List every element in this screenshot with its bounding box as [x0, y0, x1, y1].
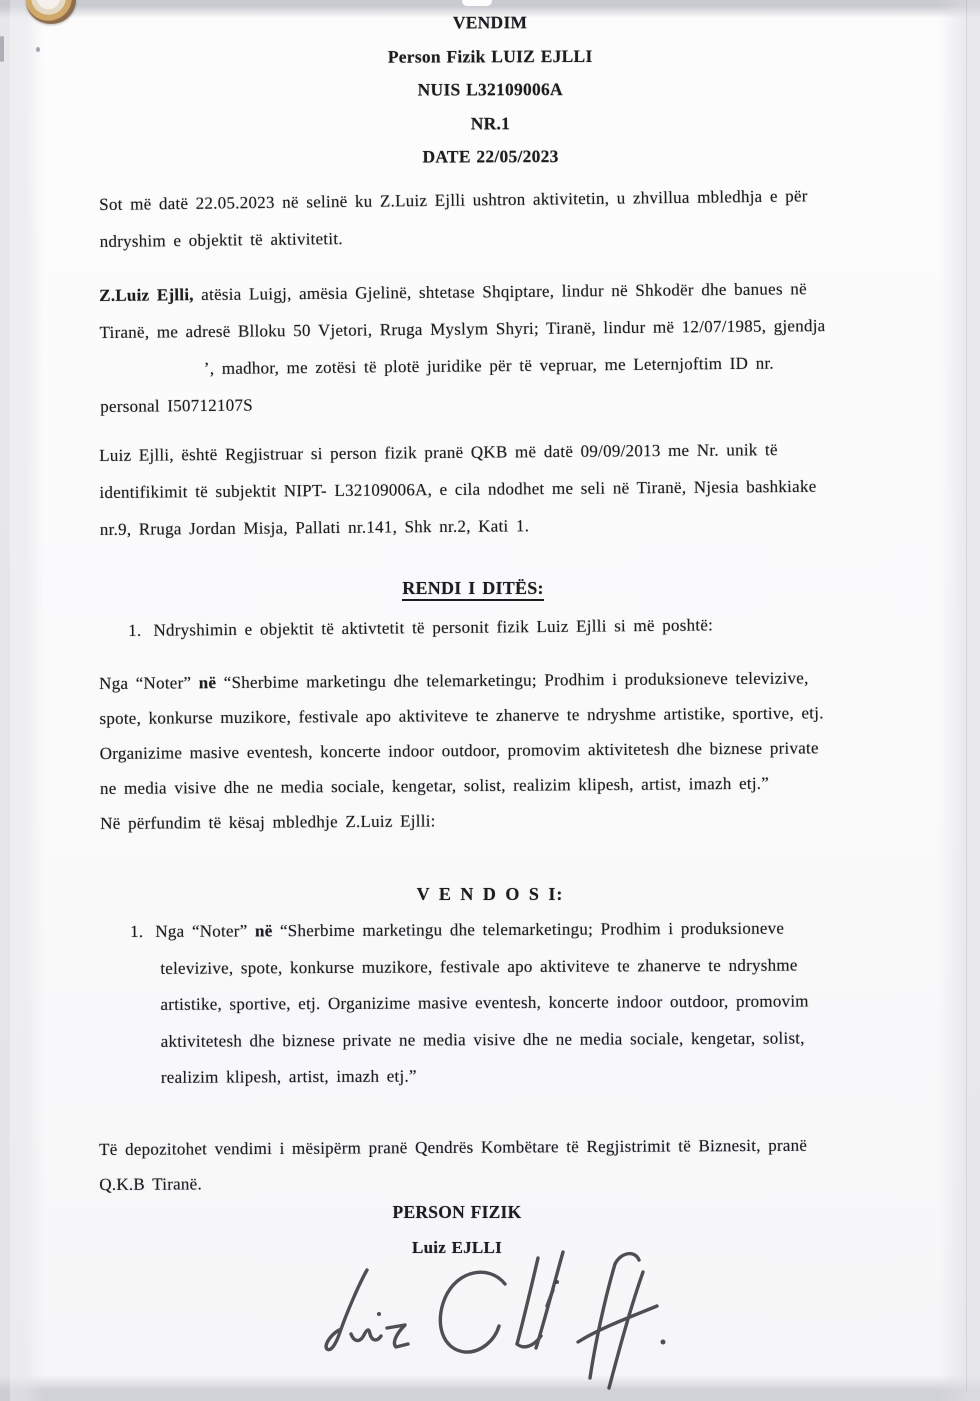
decision-line: artistike, sportive, etj. Organizime masive eventesh, koncerte indoor outdoor, promovim	[160, 991, 809, 1014]
person-line-redacted: ’, madhor, me zotësi të plotë juridike për të vepruar, me Leternjoftim ID nr.	[203, 353, 774, 378]
decision-line: televizive, spote, konkurse muzikore, festivale apo aktiviteve te zhanerve te ndryshme	[160, 955, 798, 978]
change-lead: Nga “Noter”	[99, 673, 199, 693]
registration-paragraph	[99, 431, 817, 548]
document-header	[1, 5, 980, 176]
registration-line: identifikimit të subjektit NIPT- L32109006A, e cila ndodhet me seli në Tiranë, Njesia bashkiake	[99, 476, 817, 502]
decision-heading: V E N D O S I:	[416, 884, 564, 904]
change-line: Organizime masive eventesh, koncerte indoor outdoor, promovim aktivitetesh dhe biznese private	[99, 738, 819, 763]
change-line: ne media visive dhe ne media sociale, kengetar, solist, realizim klipesh, artist, imazh etj.”	[99, 773, 770, 798]
decision-ne-bold: në	[254, 921, 273, 941]
person-line: Tiranë, me adresë Blloku 50 Vjetori, Rruga Myslym Shyri; Tiranë, lindur më 12/07/1985, gjendja	[99, 316, 826, 342]
agenda-item	[128, 610, 713, 646]
header-person: Person Fizik LUIZ EJLLI	[387, 45, 593, 67]
header-number: NR.1	[470, 112, 511, 133]
change-ne-bold: në	[198, 673, 217, 693]
decision-lead: Nga “Noter”	[155, 921, 256, 941]
change-closing-line: Në përfundim të kësaj mbledhje Z.Luiz Ejlli:	[100, 811, 436, 833]
deposit-line: Të depozitohet vendimi i mësipërm pranë Qendrës Kombëtare të Regjistrimit të Biznesit, pranë	[99, 1135, 808, 1159]
decision-line: aktivitetesh dhe biznese private ne media visive dhe ne media sociale, kengetar, solist,	[160, 1027, 805, 1051]
decision-line	[130, 910, 808, 950]
header-date: DATE 22/05/2023	[422, 146, 559, 167]
intro-paragraph	[99, 177, 808, 260]
person-line: personal I50712107S	[100, 395, 254, 416]
decision-item-number: 1.	[130, 921, 144, 941]
intro-line: Sot më datë 22.05.2023 në selinë ku Z.Luiz Ejlli ushtron aktivitetin, u zhvillua mbledhja e për	[99, 186, 808, 214]
agenda-item-number: 1.	[128, 620, 142, 640]
signature-role-label: PERSON FIZIK	[392, 1202, 522, 1222]
page-right-edge	[966, 0, 967, 1391]
activity-change-paragraph	[99, 660, 825, 841]
agenda-item-text: Ndryshimin e objektit të aktivtetit të personit fizik Luiz Ejlli si më poshtë:	[153, 615, 714, 640]
person-line-rest: atësia Luigj, amësia Gjelinë, shtetase Shqiptare, lindur në Shkodër dhe banues në	[193, 279, 807, 305]
header-title: VENDIM	[452, 12, 528, 33]
deposit-paragraph	[99, 1128, 808, 1202]
handwritten-signature	[295, 1228, 680, 1396]
decision-item	[130, 910, 809, 1096]
registration-line: Luiz Ejlli, është Regjistruar si person fizik pranë QKB më datë 09/09/2013 me Nr. unik të	[99, 440, 778, 465]
signature-name-label: Luiz EJLLI	[412, 1238, 502, 1257]
agenda-heading-text: RENDI I DITËS:	[402, 578, 544, 601]
agenda-heading	[1, 578, 945, 599]
agenda-item-line	[128, 610, 713, 646]
person-name-bold: Z.Luiz Ejlli,	[99, 285, 194, 305]
change-line-rest: “Sherbime marketingu dhe telemarketingu; Prodhim i produksioneve televizive,	[216, 668, 809, 693]
deposit-line: Q.K.B Tiranë.	[99, 1174, 202, 1194]
registration-line: nr.9, Rruga Jordan Misja, Pallati nr.141, Shk nr.2, Kati 1.	[99, 516, 530, 539]
change-line	[99, 660, 824, 701]
decision-line-rest: “Sherbime marketingu dhe telemarketingu; Prodhim i produksioneve	[272, 918, 785, 941]
intro-line: ndryshim e objektit të aktivitetit.	[99, 229, 343, 251]
top-edge-notch	[462, 0, 492, 6]
change-line: spote, konkurse muzikore, festivale apo aktiviteve te zhanerve te ndryshme artistike, sportive, etj.	[99, 703, 824, 728]
decision-line: realizim klipesh, artist, imazh etj.”	[160, 1066, 417, 1087]
header-nuis: NUIS L32109006A	[417, 79, 563, 100]
person-details-paragraph	[99, 270, 826, 425]
